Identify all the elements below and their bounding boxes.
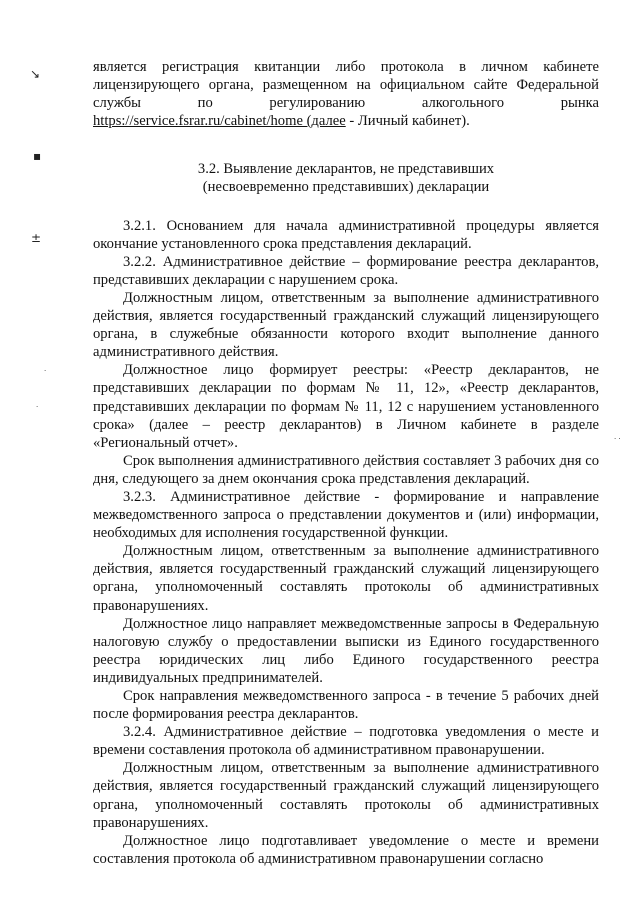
paragraph: Срок выполнения административного действия составляет 3 рабочих дня со дня, следующего за днем окончания срока представления деклараций. (93, 452, 599, 487)
paragraph: 3.2.1. Основанием для начала административной процедуры является окончание установленного срока представления деклараций. (93, 217, 599, 252)
scan-mark: ▪ (33, 149, 42, 163)
paragraph: Должностное лицо направляет межведомственные запросы в Федеральную налоговую службу о предоставлении выписки из Единого государственного реестра юридических лиц либо Единого государственного реестра индивидуальных предпринимателей. (93, 615, 599, 686)
intro-tail: - Личный кабинет). (345, 113, 470, 130)
paragraph: Должностным лицом, ответственным за выполнение административного действия, является государственный гражданский служащий лицензирующего органа, в служебные обязанности которого входит выполнение данного административного действия. (93, 289, 599, 361)
paragraph: Срок направления межведомственного запроса - в течение 5 рабочих дней после формирования реестра декларантов. (93, 688, 599, 723)
section-heading-line2: (несвоевременно представивших) декларации (202, 179, 490, 196)
section-heading-line1: 3.2. Выявление декларантов, не представивших (197, 161, 495, 178)
scan-mark: · (36, 403, 39, 411)
paragraph: 3.2.3. Административное действие - формирование и направление межведомственного запроса о представлении документов и (или) информации, необходимых для исполнения государственной функции. (93, 488, 599, 542)
scan-mark: · (44, 367, 47, 375)
document-body (93, 58, 599, 868)
paragraph: Должностным лицом, ответственным за выполнение административного действия, является государственный гражданский служащий лицензирующего органа, уполномоченный составлять протоколы об административных правонарушениях. (93, 760, 599, 831)
paragraph: Должностным лицом, ответственным за выполнение административного действия, является государственный гражданский служащий лицензирующего органа, уполномоченный составлять протоколы об административных правонарушениях. (93, 543, 599, 614)
paragraph: 3.2.2. Административное действие – формирование реестра декларантов, представивших декларации с нарушением срока. (93, 253, 599, 288)
paragraph: Должностное лицо формирует реестры: «Реестр декларантов, не представивших декларации по формам № 11, 12», «Реестр декларантов, представивших декларации по формам № 11, 12 с нарушением установленного срока» (далее – реестр декларантов) в Личном кабинете в разделе «Региональный отчет». (93, 362, 599, 451)
intro-paragraph (93, 58, 599, 130)
scan-mark: · · (614, 435, 621, 443)
scan-mark: ± (31, 231, 42, 245)
cabinet-link[interactable]: https://service.fsrar.ru/cabinet/home (далее (93, 113, 346, 130)
paragraph: Должностное лицо подготавливает уведомление о месте и времени составления протокола об административном правонарушении согласно (93, 832, 599, 867)
intro-text: является регистрация квитанции либо протокола в личном кабинете лицензирующего органа, размещенном на официальном сайте Федеральной службы по регулированию алкогольного рынка (93, 59, 599, 112)
scan-mark: ↘ (30, 67, 41, 81)
paragraph: 3.2.4. Административное действие – подготовка уведомления о месте и времени составления протокола об административном правонарушении. (93, 724, 599, 759)
